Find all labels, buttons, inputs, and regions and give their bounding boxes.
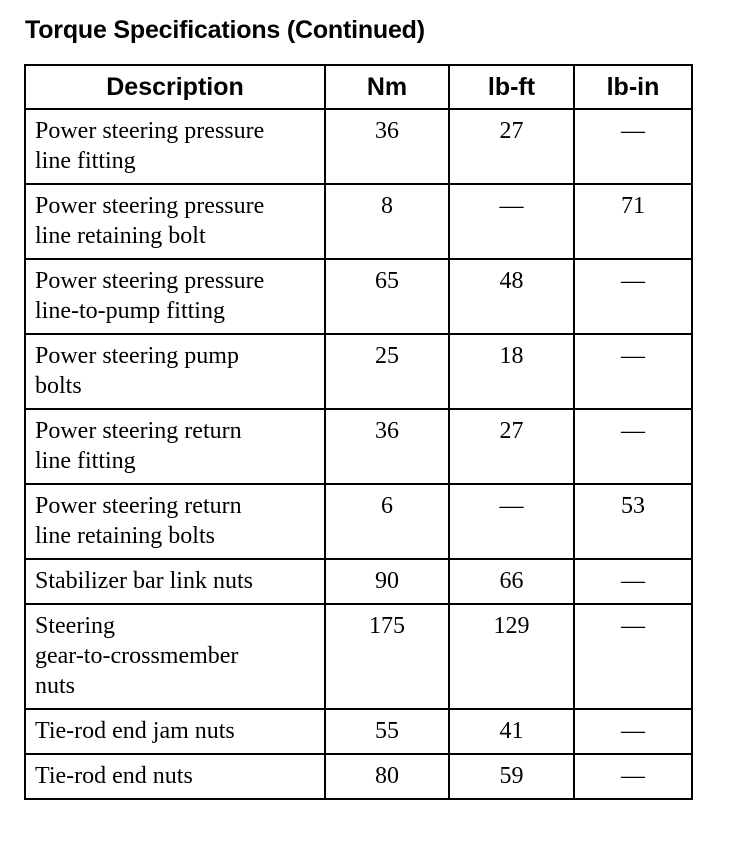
table-row xyxy=(25,709,692,754)
cell-description: Stabilizer bar link nuts xyxy=(25,559,325,604)
torque-spec-table xyxy=(24,64,693,800)
table-row xyxy=(25,109,692,184)
cell-description: Power steering pressure line-to-pump fitting xyxy=(25,259,325,334)
cell-lbft: 129 xyxy=(449,604,574,709)
cell-lbft: 66 xyxy=(449,559,574,604)
cell-lbin: — xyxy=(574,604,692,709)
cell-lbft: — xyxy=(449,484,574,559)
cell-lbft: 27 xyxy=(449,109,574,184)
cell-lbin: — xyxy=(574,709,692,754)
cell-lbft: 27 xyxy=(449,409,574,484)
table-header-row xyxy=(25,65,692,109)
cell-lbft: 18 xyxy=(449,334,574,409)
cell-lbft: 41 xyxy=(449,709,574,754)
cell-nm: 90 xyxy=(325,559,449,604)
cell-nm: 175 xyxy=(325,604,449,709)
table-row xyxy=(25,259,692,334)
cell-nm: 36 xyxy=(325,109,449,184)
cell-lbin: — xyxy=(574,334,692,409)
cell-lbft: 48 xyxy=(449,259,574,334)
cell-description: Power steering pump bolts xyxy=(25,334,325,409)
cell-lbin: — xyxy=(574,109,692,184)
table-row xyxy=(25,409,692,484)
cell-description: Steering gear-to-crossmember nuts xyxy=(25,604,325,709)
cell-lbin: 53 xyxy=(574,484,692,559)
table-row xyxy=(25,184,692,259)
cell-lbft: — xyxy=(449,184,574,259)
cell-nm: 65 xyxy=(325,259,449,334)
cell-lbin: — xyxy=(574,754,692,799)
cell-description: Power steering return line fitting xyxy=(25,409,325,484)
cell-description: Power steering pressure line retaining bolt xyxy=(25,184,325,259)
cell-lbin: 71 xyxy=(574,184,692,259)
cell-description: Power steering return line retaining bolts xyxy=(25,484,325,559)
cell-lbin: — xyxy=(574,259,692,334)
cell-lbft: 59 xyxy=(449,754,574,799)
header-description: Description xyxy=(25,65,325,109)
cell-description: Power steering pressure line fitting xyxy=(25,109,325,184)
table-row xyxy=(25,754,692,799)
table-row xyxy=(25,484,692,559)
header-nm: Nm xyxy=(325,65,449,109)
table-row xyxy=(25,604,692,709)
page-title: Torque Specifications (Continued) xyxy=(25,16,425,44)
cell-nm: 8 xyxy=(325,184,449,259)
cell-nm: 6 xyxy=(325,484,449,559)
cell-nm: 36 xyxy=(325,409,449,484)
header-lbin: lb-in xyxy=(574,65,692,109)
cell-lbin: — xyxy=(574,409,692,484)
cell-nm: 55 xyxy=(325,709,449,754)
table-row xyxy=(25,334,692,409)
cell-nm: 80 xyxy=(325,754,449,799)
cell-nm: 25 xyxy=(325,334,449,409)
header-lbft: lb-ft xyxy=(449,65,574,109)
table-row xyxy=(25,559,692,604)
cell-description: Tie-rod end jam nuts xyxy=(25,709,325,754)
cell-lbin: — xyxy=(574,559,692,604)
cell-description: Tie-rod end nuts xyxy=(25,754,325,799)
